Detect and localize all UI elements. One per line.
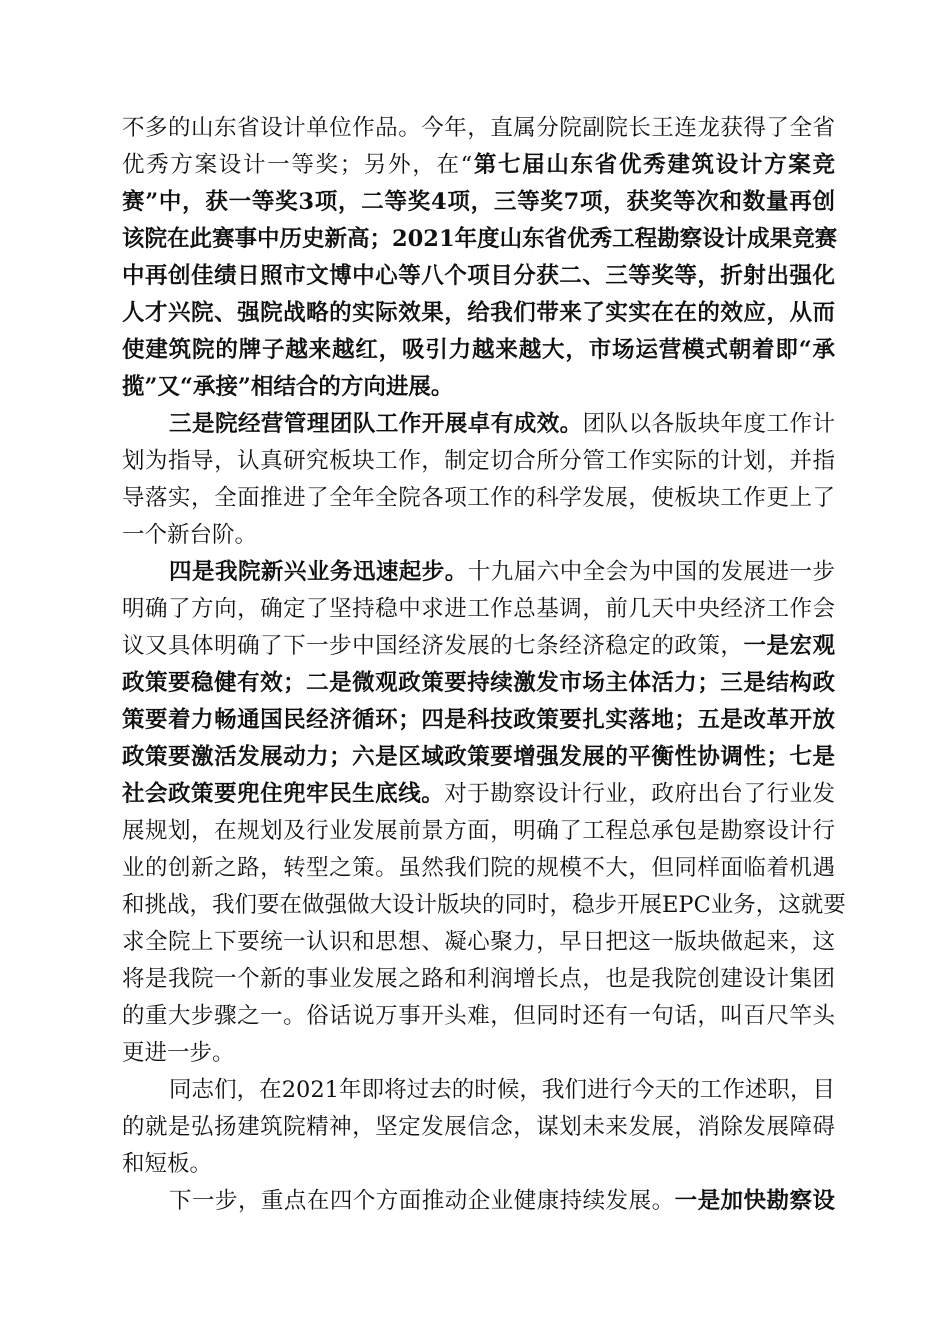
text-line xyxy=(122,1112,835,1142)
text-line xyxy=(122,1186,835,1216)
text-line xyxy=(122,816,835,846)
bold-text-run: 四是我院新兴业务迅速起步。 xyxy=(169,559,468,585)
bold-text-run: 政策要激活发展动力；六是区域政策要增强发展的平衡性协调性；七是 xyxy=(122,744,835,770)
text-run: 一个新台阶。 xyxy=(122,522,258,548)
text-line xyxy=(122,853,835,883)
text-line xyxy=(122,927,835,957)
bold-text-run: 政策要稳健有效；二是微观政策要持续激发市场主体活力；三是结构政 xyxy=(122,670,835,696)
text-line xyxy=(122,335,835,365)
text-line xyxy=(122,705,835,735)
text-run: 团队以各版块年度工作计 xyxy=(582,411,835,437)
bold-text-run: 社会政策要兜住兜牢民生底线。 xyxy=(122,781,445,807)
text-run: 更进一步。 xyxy=(122,1040,235,1066)
text-run: 同志们，在2021年即将过去的时候，我们进行今天的工作述职，目 xyxy=(169,1077,835,1103)
text-line xyxy=(122,224,838,254)
text-run: 将是我院一个新的事业发展之路和利润增长点，也是我院创建设计集团 xyxy=(122,966,835,992)
bold-text-run: 赛”中，获一等奖3项，二等奖4项，三等奖7项，获奖等次和数量再创 xyxy=(122,189,835,215)
text-line xyxy=(122,261,835,291)
bold-text-run: 人才兴院、强院战略的实际效果，给我们带来了实实在在的效应，从而 xyxy=(122,300,835,326)
text-line xyxy=(122,298,835,328)
text-run: 的就是弘扬建筑院精神，坚定发展信念，谋划未来发展，消除发展障碍 xyxy=(122,1114,835,1140)
text-run: 明确了方向，确定了坚持稳中求进工作总基调，前几天中央经济工作会 xyxy=(122,596,835,622)
text-run: 优秀方案设计一等奖；另外，在“ xyxy=(122,152,473,178)
text-line xyxy=(122,187,835,217)
text-line xyxy=(122,668,835,698)
text-line xyxy=(122,1075,835,1105)
text-line xyxy=(122,150,835,180)
text-run: 展规划，在规划及行业发展前景方面，明确了工程总承包是勘察设计行 xyxy=(122,818,835,844)
text-line xyxy=(122,446,835,476)
text-line xyxy=(122,779,835,809)
text-run: 议又具体明确了下一步中国经济发展的七条经济稳定的政策， xyxy=(122,633,744,659)
text-line xyxy=(122,483,835,513)
bold-text-run: 揽”又“承接”相结合的方向进展。 xyxy=(122,374,454,400)
text-line xyxy=(122,557,835,587)
text-run: 和挑战，我们要在做强做大设计版块的同时，稳步开展EPC业务，这就要 xyxy=(122,892,846,918)
text-run: 业的创新之路，转型之策。虽然我们院的规模不大，但同样面临着机遇 xyxy=(122,855,835,881)
bold-text-run: 第七届山东省优秀建筑设计方案竞 xyxy=(472,152,835,178)
bold-text-run: 中再创佳绩日照市文博中心等八个项目分获二、三等奖等，折射出强化 xyxy=(122,263,835,289)
text-line xyxy=(122,1038,835,1068)
text-line xyxy=(122,594,835,624)
text-run: 划为指导，认真研究板块工作，制定切合所分管工作实际的计划，并指 xyxy=(122,448,835,474)
text-line xyxy=(122,890,846,920)
bold-text-run: 使建筑院的牌子越来越红，吸引力越来越大，市场运营模式朝着即“承 xyxy=(122,337,835,363)
text-run: 十九届六中全会为中国的发展进一步 xyxy=(467,559,835,585)
bold-text-run: 三是院经营管理团队工作开展卓有成效。 xyxy=(169,411,583,437)
text-run: 不多的山东省设计单位作品。今年，直属分院副院长王连龙获得了全省 xyxy=(122,115,835,141)
text-run: 求全院上下要统一认识和思想、凝心聚力，早日把这一版块做起来，这 xyxy=(122,929,835,955)
text-line xyxy=(122,113,835,143)
text-line xyxy=(122,1149,835,1179)
text-run: 的重大步骤之一。俗话说万事开头难，但同时还有一句话，叫百尺竿头 xyxy=(122,1003,835,1029)
bold-text-run: 一是宏观 xyxy=(743,633,835,659)
text-run: 导落实，全面推进了全年全院各项工作的科学发展，使板块工作更上了 xyxy=(122,485,835,511)
text-line xyxy=(122,1001,835,1031)
bold-text-run: 策要着力畅通国民经济循环；四是科技政策要扎实落地；五是改革开放 xyxy=(122,707,835,733)
text-line xyxy=(122,964,835,994)
text-line xyxy=(122,372,835,402)
text-run: 和短板。 xyxy=(122,1151,213,1177)
bold-text-run: 该院在此赛事中历史新高；2021年度山东省优秀工程勘察设计成果竞赛 xyxy=(122,226,838,252)
text-run: 对于勘察设计行业，政府出台了行业发 xyxy=(444,781,835,807)
text-line xyxy=(122,409,835,439)
text-line xyxy=(122,520,835,550)
text-line xyxy=(122,742,835,772)
text-run: 下一步，重点在四个方面推动企业健康持续发展。 xyxy=(169,1188,675,1214)
text-line xyxy=(122,631,835,661)
bold-text-run: 一是加快勘察设 xyxy=(674,1188,835,1214)
